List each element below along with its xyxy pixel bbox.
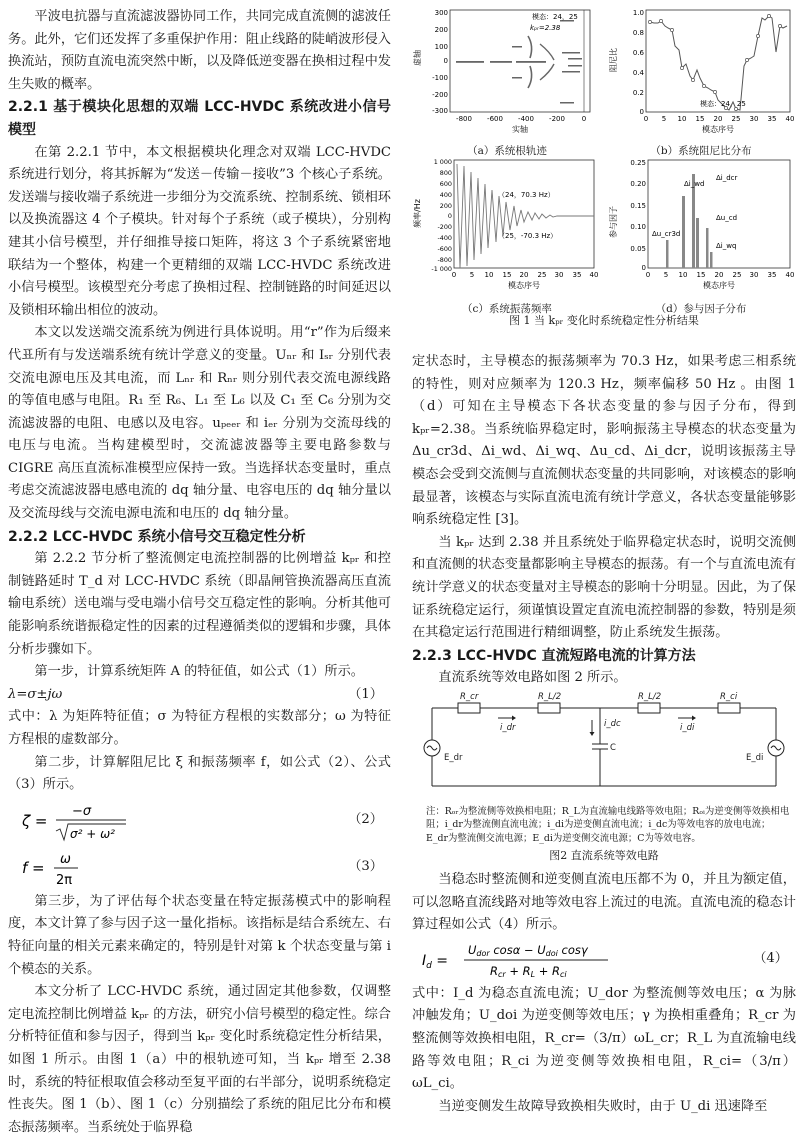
tick-label: 35	[767, 115, 777, 123]
tick-label: 5	[663, 271, 669, 279]
x-axis-label: 模态序号	[703, 281, 735, 290]
paragraph: 直流系统等效电路如图 2 所示。	[438, 670, 627, 686]
tick-label: 200	[434, 26, 448, 34]
damping-ratio-plot	[606, 6, 796, 134]
section-heading-2-2-2: 2.2.2 LCC-HVDC 系统小信号交互稳定性分析	[8, 528, 306, 545]
circuit-label: C	[610, 742, 616, 753]
x-axis-label: 模态序号	[702, 125, 734, 134]
tick-label: 100	[434, 43, 448, 51]
x-ticks	[646, 271, 795, 279]
equation-1-body: λ=σ±jω	[8, 686, 63, 702]
bar	[666, 240, 669, 268]
tick-label: 10	[484, 271, 494, 279]
tick-label: 5	[469, 271, 475, 279]
subfigure-caption: （b）系统阻尼比分布	[650, 144, 752, 157]
left-column	[8, 6, 391, 1139]
figure-1-caption: 图 1 当 kₚᵣ 变化时系统稳定性分析结果	[509, 314, 699, 327]
tick-label: 35	[572, 271, 582, 279]
tick-label: 20	[519, 271, 529, 279]
participation-factor-plot	[606, 156, 796, 292]
tick-label: 15	[695, 115, 705, 123]
tick-label: 0.15	[630, 202, 646, 210]
annotation: 模态：24，25	[700, 100, 746, 108]
paragraph: 当稳态时整流侧和逆变侧直流电压都不为 0，并且为额定值，可以忽略直流线路对地等效电容上流过的电流。直流电流的稳态计算过程如公式（4）所示。	[412, 872, 796, 933]
equation-number: （2）	[348, 812, 383, 828]
y-axis-label: 频率/Hz	[413, 199, 422, 228]
tick-label: 0	[581, 115, 587, 123]
paragraph: 式中：I_d 为稳态直流电流；U_dor 为整流侧等效电压；α 为脉冲触发角；U_doi 为逆变侧等效电压；γ 为换相重叠角；R_cr 为整流侧等效换相电阻，R_cr=（3/π）ωL_cr；R_L 为直流输电线路等效电阻；R_ci 为逆变侧等效换相电阻，R_ci=（3/π）ωL_ci。	[412, 985, 796, 1092]
figure-2-note: 注：Rₒᵣ为整流侧等效换相电阻；R_L为直流输电线路等效电阻；Rₒᵢ为逆变侧等效换相电阻；i_dr为整流侧直流电流；i_di为逆变侧直流电流；i_dc为等效电容的放电电流；E_dr为整流侧交流电源；E_di为逆变侧交流电源；C为等效电容。	[426, 805, 790, 844]
damping-markers	[648, 14, 781, 110]
annotation: （24，70.3 Hz）	[498, 191, 555, 199]
bar-label: Δu_cd	[716, 214, 738, 222]
section-heading-2-2-3: 2.2.3 LCC-HVDC 直流短路电流的计算方法	[412, 647, 696, 664]
tick-label: 0.20	[630, 180, 646, 188]
section-heading-2-2-1: 2.2.1 基于模块化思想的双端 LCC-HVDC 系统改进小信号模型	[8, 99, 391, 138]
root-locus-points	[456, 20, 582, 104]
svg-text:Rcr + RL + Rci: Rcr + RL + Rci	[490, 963, 567, 979]
circuit-label: R_L/2	[638, 691, 662, 702]
svg-text:ω: ω	[60, 851, 71, 867]
circuit-label: i_dr	[500, 722, 516, 733]
tick-label: 400	[439, 191, 452, 199]
tick-label: 15	[502, 271, 512, 279]
tick-label: -200	[432, 91, 448, 99]
tick-label: 40	[785, 271, 795, 279]
tick-label: 40	[589, 271, 599, 279]
tick-label: 0	[641, 264, 646, 272]
annotation: kₚᵣ=2.38	[530, 24, 561, 32]
tick-label: 25	[732, 271, 742, 279]
tick-label: 10	[678, 271, 688, 279]
equation-number: （3）	[348, 859, 383, 875]
svg-text:ζ =: ζ =	[22, 811, 48, 830]
svg-text:−σ: −σ	[72, 803, 92, 819]
tick-label: 0.25	[630, 159, 646, 167]
circuit-label: i_dc	[604, 718, 621, 729]
circuit-label: E_dr	[444, 752, 463, 763]
tick-label: 0	[447, 212, 452, 220]
tick-label: 0	[443, 57, 448, 65]
tick-label: 30	[749, 271, 759, 279]
tick-label: 1.0	[632, 9, 644, 17]
bar-label: Δi_dcr	[716, 174, 738, 182]
frequency-oscillation-line	[457, 164, 594, 268]
equation-number: （4）	[753, 951, 788, 967]
bar-label: Δi_wd	[684, 180, 705, 188]
tick-label: 40	[785, 115, 795, 123]
tick-label: -1 000	[431, 265, 452, 273]
y-ticks	[630, 159, 646, 272]
y-ticks	[432, 9, 448, 115]
subfigure-caption: （c）系统振荡频率	[462, 302, 552, 315]
circuit-label: R_cr	[460, 691, 479, 702]
tick-label: -400	[437, 234, 452, 242]
equivalent-circuit-diagram	[412, 690, 796, 794]
tick-label: 20	[713, 115, 723, 123]
paragraph: 第三步，为了评估每个状态变量在特定振荡模式中的影响程度，本文计算了参与因子这一量化指标。该指标是结合系统左、右特征向量的相关元素来确定的，特别是针对第 k 个状态变量与第 i 个模态的关系。	[8, 893, 391, 977]
svg-text:f =: f =	[22, 858, 45, 877]
equation-3	[8, 845, 391, 891]
paragraph: 当 kₚᵣ 达到 2.38 并且系统处于临界稳定状态时，说明交流侧和直流侧的状态变量都影响主导模态的振荡。有一个与直流电流有统计学意义的状态变量对主导模态的影响十分明显。因此，为了保证系统稳定运行，须谨慎设置定直流电流控制器的参数，特别是须在其稳定运行范围进行精细调整，防止系统发生振荡。	[412, 534, 796, 641]
tick-label: 1 000	[433, 158, 452, 166]
paragraph: 第 2.2.2 节分析了整流侧定电流控制器的比例增益 kₚᵣ 和控制链路延时 T_d 对 LCC-HVDC 系统（即晶闸管换流器高压直流输电系统）送电端与受电端小信号交互稳定性的影响。分析其他可能影响系统谐振稳定性的因素的过程遵循类似的逻辑和步骤，具体分析步骤如下。	[8, 551, 391, 657]
circuit-label: R_L/2	[538, 691, 562, 702]
equation-number: （1）	[348, 686, 383, 702]
subfigure-d	[606, 156, 796, 315]
bar-label: Δi_wq	[716, 242, 737, 250]
tick-label: 5	[661, 115, 667, 123]
paragraph: 本文以发送端交流系统为例进行具体说明。用“r”作为后缀来代표所有与发送端系统有统计学意义的变量。Uₙᵣ 和 Iₛᵣ 分别代表交流电源电压及其电流，而 Lₙᵣ 和 Rₙᵣ 则分别代表交流电源线路的等值电感与电阻。R₁ 至 R₆、L₁ 至 L₆ 以及 C₁ 至 C₆ 分别为交流滤波器的电阻、电感以及电容。uₚₑₑᵣ 和 iₑᵣ 分别为交流母线的电压与电流。当构建模型时，交流滤波器等主要电路参数与 CIGRE 高压直流标准模型应保持一致。当选择状态变量时，重点考虑交流滤波器电感电流的 dq 轴分量、电容电压的 dq 轴分量以及交流母线与交流电源电流和电压的 dq 轴分量。	[8, 325, 391, 522]
tick-label: -400	[518, 115, 534, 123]
tick-label: -100	[432, 74, 448, 82]
y-ticks	[431, 158, 452, 273]
paragraph: 在第 2.2.1 节中，本文根据模块化理念对双端 LCC-HVDC 系统进行划分，将其拆解为“发送－传输－接收”3 个核心子系统。发送端与接收端子系统进一步细分为交流系统、控制系统、锁相环以及换流器这 4 个子模块。针对每个子系统（或子模块），分别构建其小信号模型，并仔细推导接口矩阵，将这 3 个子系统紧密地联结为一个整体，构建一个更精细的双端 LCC-HVDC 系统改进小信号模型。该模型充分考虑了换相过程、控制链路的时间延迟以及锁相环输出相位的波动。	[8, 144, 391, 318]
tick-label: 25	[537, 271, 547, 279]
tick-label: 0	[645, 271, 651, 279]
svg-text:Udor cosα − Udoi cosγ: Udor cosα − Udoi cosγ	[468, 942, 588, 958]
subfigure-a	[412, 6, 602, 157]
svg-text:Id =: $I_d$ =	[422, 952, 449, 971]
y-axis-label: 虚轴	[413, 50, 422, 66]
subfigure-b	[606, 6, 796, 157]
equation-3-body	[8, 846, 128, 890]
bar	[682, 196, 685, 268]
tick-label: 10	[677, 115, 687, 123]
tick-label: -300	[432, 107, 448, 115]
circuit-label: E_di	[746, 752, 764, 763]
tick-label: 35	[767, 271, 777, 279]
paragraph: 本文分析了 LCC-HVDC 系统，通过固定其他参数，仅调整定电流控制比例增益 kₚᵣ 的方法，研究小信号模型的稳定性。综合分析特征值和参与因子，得到当 kₚᵣ 变化时系统稳定性分析结果，如图 1 所示。由图 1（a）中的根轨迹可知，当 kₚᵣ 增至 2.38 时，系统的特征根取值会移动至复平面的右半部分，说明系统稳定性丧失。图 1（b）、图 1（c）分别描绘了系统的阻尼比分布和模态振荡频率。当系统处于临界稳	[8, 984, 391, 1135]
paragraph: 式中：λ 为矩阵特征值；σ 为特征方程根的实数部分；ω 为特征方程根的虚数部分。	[8, 709, 391, 747]
bar	[696, 218, 699, 268]
subfigure-caption: （d）参与因子分布	[655, 302, 747, 315]
participation-bars	[666, 174, 713, 268]
paragraph: 平波电抗器与直流滤波器协同工作，共同完成直流侧的滤波任务。此外，它们还发挥了多重保护作用：阻止线路的陡峭波形侵入换流站，预防直流电流突然中断，以及降低逆变器在换相过程中发生失败的概率。	[8, 9, 391, 92]
subfigure-caption: （a）系统根轨迹	[467, 144, 547, 157]
x-ticks	[456, 115, 586, 123]
tick-label: -200	[549, 115, 565, 123]
tick-label: 30	[749, 115, 759, 123]
tick-label: 0.4	[632, 69, 644, 77]
x-ticks	[452, 271, 599, 279]
tick-label: 0.8	[632, 29, 644, 37]
equation-1	[8, 684, 391, 707]
paragraph: 当逆变侧发生故障导致换相失败时，由于 U_di 迅速降至	[438, 1098, 768, 1114]
equation-2	[8, 797, 391, 845]
root-locus-plot	[412, 6, 602, 134]
bar	[692, 174, 695, 268]
tick-label: -600	[487, 115, 503, 123]
tick-label: 25	[731, 115, 741, 123]
right-column	[412, 6, 796, 1118]
equation-4	[412, 937, 796, 983]
frequency-plot	[412, 156, 602, 292]
equation-2-body	[8, 798, 148, 844]
tick-label: -600	[437, 245, 452, 253]
y-axis-label: 阻尼比	[609, 48, 618, 72]
svg-text:2π: 2π	[56, 872, 73, 888]
bar-label: Δu_cr3d	[652, 230, 681, 238]
tick-label: 15	[696, 271, 706, 279]
y-ticks	[633, 9, 645, 116]
circuit-label: R_ci	[720, 691, 738, 702]
equation-4-body	[412, 938, 632, 982]
x-axis-label: 实轴	[512, 125, 528, 134]
tick-label: -200	[437, 223, 452, 231]
paragraph: 定状态时，主导模态的振荡频率为 70.3 Hz，如果考虑三相系统的特性，则对应频率为 120.3 Hz，频率偏移 50 Hz 。由图 1（d）可知在主导模态下各状态变量的参与因子分布，得到 kₚᵣ=2.38。当系统临界稳定时，影响振荡主导模态的状态变量为 Δu_cr3d、Δi_wd、Δi_wq、Δu_cd、Δi_dcr，说明该振荡主导模态会受到交流侧与直流侧状态变量的共同影响，对该模态的影响最显著，该模态与实际直流电流有统计学意义，各状态变量能够影响系统稳定性 [3]。	[412, 354, 796, 528]
figure-2	[412, 690, 796, 865]
tick-label: 200	[439, 202, 452, 210]
tick-label: 800	[439, 169, 452, 177]
tick-label: 30	[554, 271, 564, 279]
tick-label: 600	[439, 180, 452, 188]
tick-label: 0	[451, 271, 457, 279]
tick-label: 0.2	[632, 89, 644, 97]
tick-label: 300	[434, 9, 448, 17]
figure-1	[412, 6, 796, 351]
paragraph: 第二步，计算解阻尼比 ξ 和振荡频率 f，如公式（2）、公式（3）所示。	[8, 754, 391, 793]
x-ticks	[644, 115, 795, 123]
annotation: 模态：24，25	[532, 13, 578, 21]
tick-label: 0	[639, 108, 644, 116]
svg-text:σ² + ω²: σ² + ω²	[70, 826, 115, 841]
y-axis-label: 参与因子	[609, 206, 618, 238]
tick-label: 20	[714, 271, 724, 279]
tick-label: 0.10	[630, 223, 646, 231]
tick-label: 0.6	[632, 49, 644, 57]
tick-label: 0	[643, 115, 649, 123]
circuit-label: i_di	[680, 722, 695, 733]
annotation: （25，-70.3 Hz）	[498, 232, 558, 240]
paragraph: 第一步，计算系统矩阵 A 的特征值，如公式（1）所示。	[34, 664, 364, 680]
x-axis-label: 模态序号	[508, 281, 540, 290]
subfigure-c	[412, 156, 602, 315]
tick-label: -800	[437, 256, 452, 264]
bar	[706, 228, 709, 268]
tick-label: -800	[456, 115, 472, 123]
tick-label: 0.05	[630, 245, 646, 253]
figure-2-caption: 图2 直流系统等效电路	[549, 849, 659, 862]
bar	[710, 252, 713, 268]
